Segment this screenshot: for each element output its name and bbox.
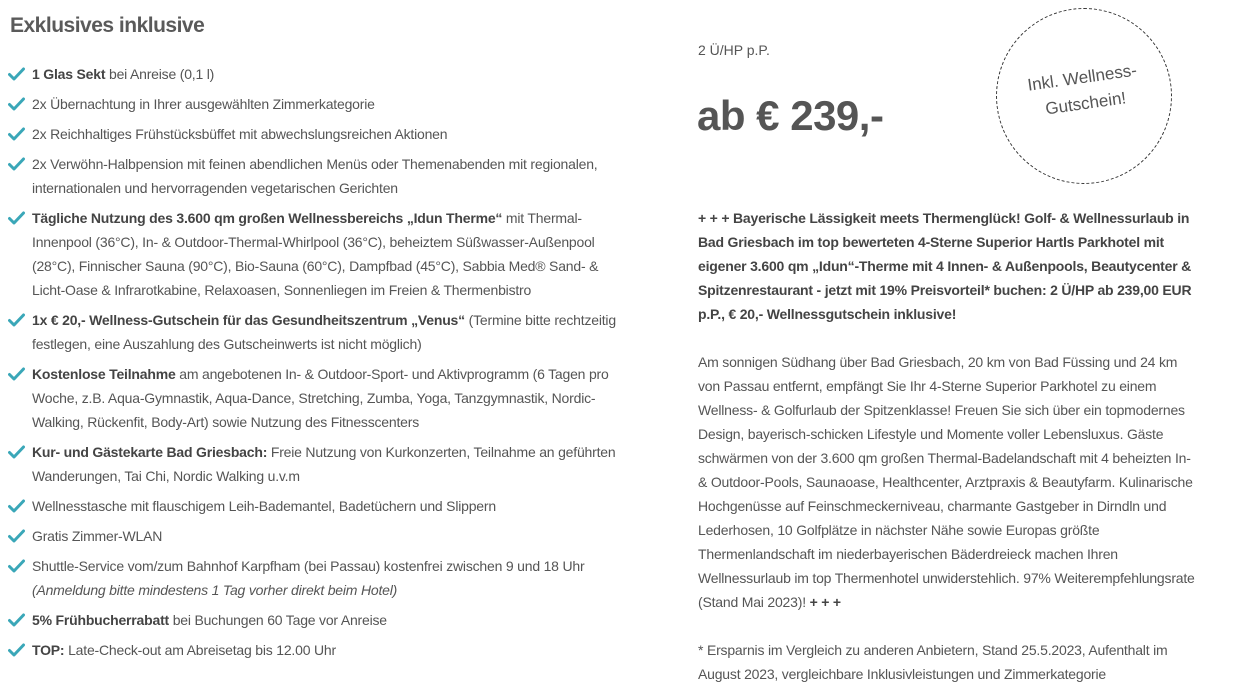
price: ab € 239,-	[697, 92, 884, 139]
nights-label: 2 Ü/HP p.P.	[698, 42, 770, 58]
item-text: Gratis Zimmer-WLAN	[32, 528, 163, 544]
item-text: am angebotenen In- & Outdoor-Sport- und Aktivprogramm (6 Tagen pro Woche, z.B. Aqua-Gymnastik, Aqua-Dance, Stretching, Zumba, Yoga, Tanzgymnastik, Nordic-Walking, Rückenfit, Body-Art) sowie Nutzung des Fitnesscenters	[32, 366, 609, 430]
checkmark-icon	[8, 67, 25, 81]
footnote	[698, 638, 1198, 686]
checkmark-icon	[8, 643, 25, 657]
checkmark-icon	[8, 211, 25, 225]
item-text: (Termine bitte rechtzeitig festlegen, eine Auszahlung des Gutscheinwerts ist nicht möglich)	[32, 312, 616, 352]
item-note: (Anmeldung bitte mindestens 1 Tag vorher direkt beim Hotel)	[32, 582, 398, 598]
inclusion-item	[8, 152, 633, 200]
inclusion-item	[8, 494, 633, 518]
inclusion-item	[8, 524, 633, 548]
inclusion-item	[8, 554, 633, 602]
inclusion-item	[8, 638, 633, 662]
inclusions-list	[8, 62, 633, 668]
offer-intro	[698, 206, 1198, 326]
inclusion-item	[8, 362, 633, 434]
inclusion-item	[8, 122, 633, 146]
description-text: Am sonnigen Südhang über Bad Griesbach, 20 km von Bad Füssing und 24 km von Passau entfernt, empfängt Sie Ihr 4-Sterne Superior Parkhotel zu einem Wellness- & Golfurlaub der Spitzenklasse! Freuen Sie sich über ein topmodernes Design, bayerisch-schicken Lifestyle und Momente voller Lebensluxus. Gäste schwärmen von der 3.600 qm großen Thermal-Badelandschaft mit 4 beheizten In- & Outdoor-Pools, Saunaoase, Healthcenter, Arztpraxis & Beautyfarm. Kulinarische Hochgenüsse auf Feinschmeckerniveau, charmante Gastgeber in Dirndln und Lederhosen, 10 Golfplätze in nächster Nähe sowie Europas größte Thermenlandschaft im niederbayerischen Bäderdreieck machen Ihren Wellnessurlaub im top Thermenhotel unwiderstehlich. 97% Weiterempfehlungsrate (Stand Mai 2023)!	[698, 354, 1195, 610]
badge-line-1: Inkl. Wellness-	[1026, 60, 1139, 95]
checkmark-icon	[8, 127, 25, 141]
item-bold-text: 5% Frühbucherrabatt	[32, 612, 169, 628]
item-text: mit Thermal-Innenpool (36°C), In- & Outdoor-Thermal-Whirlpool (36°C), beheiztem Süßwasser-Außenpool (28°C), Finnischer Sauna (90°C), Bio-Sauna (60°C), Dampfbad (45°C), Sabbia Med® Sand- & Licht-Oase & Infrarotkabine, Relaxoasen, Sonnenliegen im Freien & Thermenbistro	[32, 210, 599, 298]
item-text: 2x Verwöhn-Halbpension mit feinen abendlichen Menüs oder Themenabenden mit regionalen, internationalen und hervorragenden vegetarischen Gerichten	[32, 156, 598, 196]
inclusion-item	[8, 440, 633, 488]
item-bold-text: 1 Glas Sekt	[32, 66, 106, 82]
item-text: Freie Nutzung von Kurkonzerten, Teilnahme an geführten Wanderungen, Tai Chi, Nordic Walking u.v.m	[32, 444, 616, 484]
intro-text: + + + Bayerische Lässigkeit meets Thermenglück! Golf- & Wellnessurlaub in Bad Griesbach im top bewerteten 4-Sterne Superior Hartls Parkhotel mit eigener 3.600 qm „Idun“-Therme mit 4 Innen- & Außenpools, Beautycenter & Spitzenrestaurant - jetzt mit 19% Preisvorteil* buchen: 2 Ü/HP ab 239,00 EUR p.P., € 20,- Wellnessgutschein inklusive!	[698, 210, 1192, 322]
checkmark-icon	[8, 97, 25, 111]
item-text: bei Anreise (0,1 l)	[105, 66, 215, 82]
checkmark-icon	[8, 313, 25, 327]
wellness-voucher-badge	[996, 8, 1172, 184]
checkmark-icon	[8, 559, 25, 573]
checkmark-icon	[8, 157, 25, 171]
item-text: Late-Check-out am Abreisetag bis 12.00 Uhr	[64, 642, 336, 658]
item-text: Wellnesstasche mit flauschigem Leih-Bademantel, Badetüchern und Slippern	[32, 498, 496, 514]
inclusion-item	[8, 608, 633, 632]
item-bold-text: Kostenlose Teilnahme	[32, 366, 176, 382]
item-bold-text: Tägliche Nutzung des 3.600 qm großen Wellnessbereichs „Idun Therme“	[32, 210, 503, 226]
item-text: 2x Übernachtung in Ihrer ausgewählten Zimmerkategorie	[32, 96, 375, 112]
inclusion-item	[8, 92, 633, 116]
checkmark-icon	[8, 529, 25, 543]
checkmark-icon	[8, 367, 25, 381]
description-end: + + +	[805, 594, 841, 610]
inclusion-item	[8, 206, 633, 302]
checkmark-icon	[8, 445, 25, 459]
hotel-description	[698, 350, 1198, 614]
item-bold-text: Kur- und Gästekarte Bad Griesbach:	[32, 444, 268, 460]
item-text: bei Buchungen 60 Tage vor Anreise	[169, 612, 387, 628]
inclusion-item	[8, 308, 633, 356]
inclusion-item	[8, 62, 633, 86]
checkmark-icon	[8, 499, 25, 513]
badge-line-2: Gutschein!	[1044, 88, 1128, 119]
item-text: 2x Reichhaltiges Frühstücksbüffet mit abwechslungsreichen Aktionen	[32, 126, 448, 142]
footnote-text: * Ersparnis im Vergleich zu anderen Anbietern, Stand 25.5.2023, Aufenthalt im August 2023, vergleichbare Inklusivleistungen und Zimmerkategorie	[698, 642, 1168, 682]
checkmark-icon	[8, 613, 25, 627]
item-bold-text: 1x € 20,- Wellness-Gutschein für das Gesundheitszentrum „Venus“	[32, 312, 465, 328]
page-title: Exklusives inklusive	[10, 14, 205, 37]
item-bold-text: TOP:	[32, 642, 65, 658]
item-text: Shuttle-Service vom/zum Bahnhof Karpfham (bei Passau) kostenfrei zwischen 9 und 18 Uhr	[32, 558, 585, 574]
